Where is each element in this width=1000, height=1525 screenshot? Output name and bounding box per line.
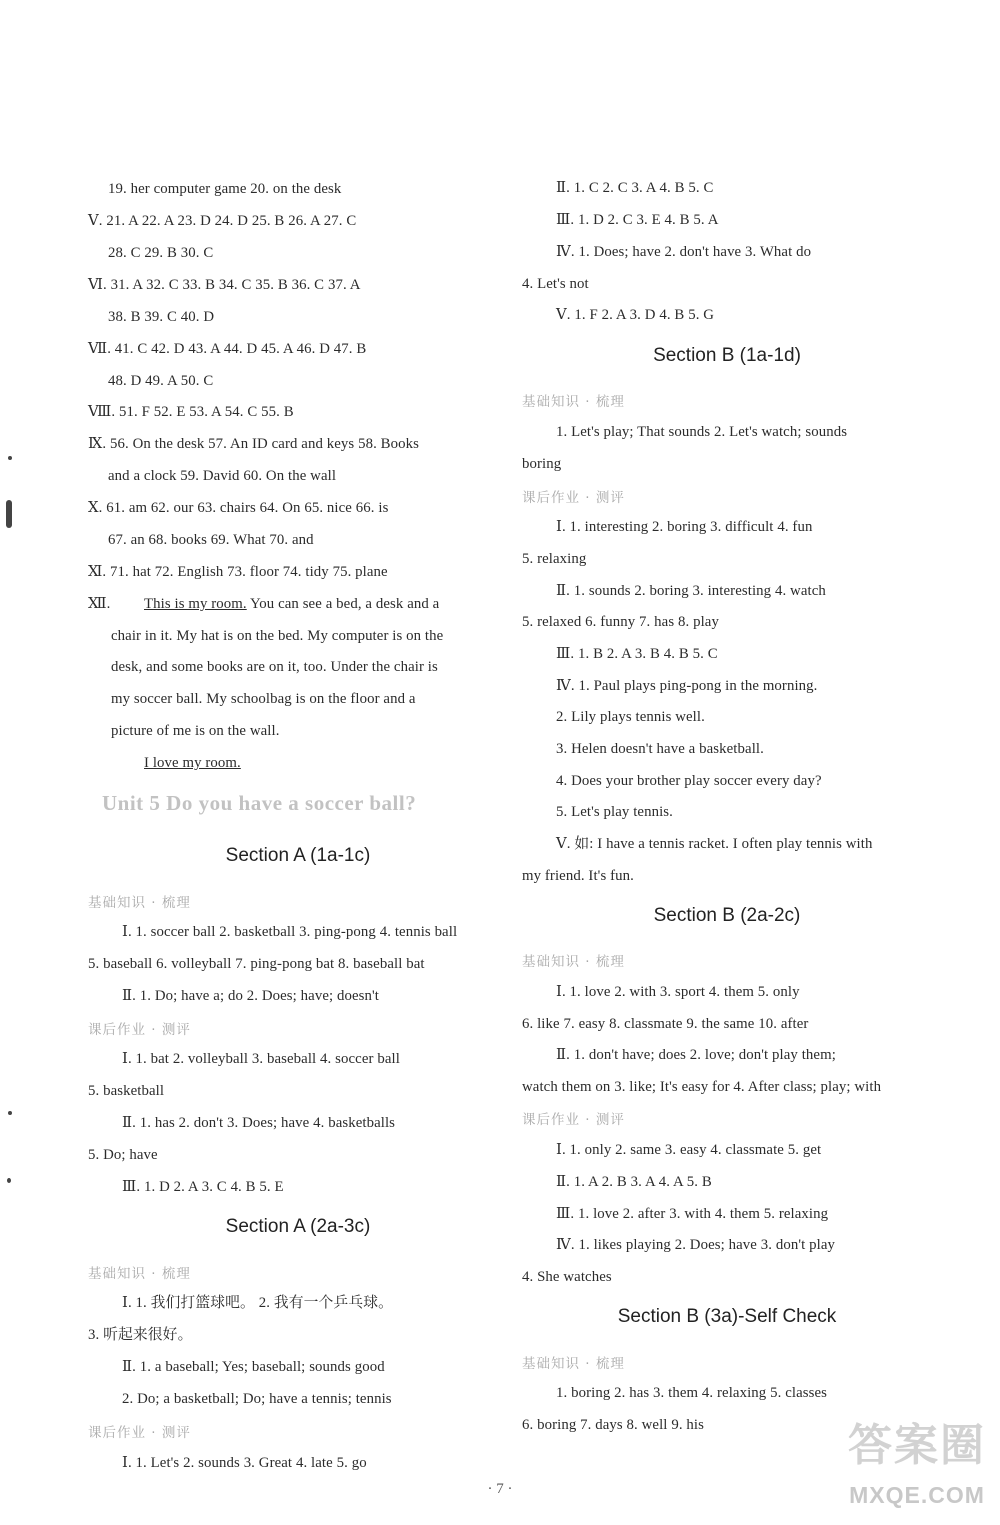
answer-line: Ⅱ. 1. Do; have a; do 2. Does; have; doesn't	[122, 988, 380, 1004]
answer-line: 3. Helen doesn't have a basketball.	[556, 741, 764, 757]
answer-line: Ⅰ. 1. bat 2. volleyball 3. baseball 4. soccer ball	[122, 1051, 400, 1067]
answer-line: 4. Does your brother play soccer every day?	[556, 773, 822, 789]
tag-basic-knowledge: 基础知识 · 梳理	[88, 1266, 191, 1282]
answer-line: Ⅱ. 1. C 2. C 3. A 4. B 5. C	[556, 180, 714, 196]
answer-line: Ⅴ. 1. F 2. A 3. D 4. B 5. G	[556, 307, 715, 323]
answer-line: 5. Let's play tennis.	[556, 804, 673, 820]
answer-line: 5. relaxing	[522, 551, 587, 567]
answer-line: 2. Lily plays tennis well.	[556, 709, 705, 725]
answer-line: 1. boring 2. has 3. them 4. relaxing 5. classes	[556, 1385, 827, 1401]
answer-line: Ⅰ. 1. soccer ball 2. basketball 3. ping-pong 4. tennis ball	[122, 924, 458, 940]
tag-basic-knowledge: 基础知识 · 梳理	[522, 394, 625, 410]
answer-line: Ⅱ. 1. a baseball; Yes; baseball; sounds good	[122, 1359, 385, 1375]
answer-line: 5. baseball 6. volleyball 7. ping-pong bat 8. baseball bat	[88, 956, 425, 972]
tag-basic-knowledge: 基础知识 · 梳理	[522, 954, 625, 970]
essay-line: desk, and some books are on it, too. Under the chair is	[111, 659, 438, 675]
answer-line: Ⅱ. 1. has 2. don't 3. Does; have 4. basketballs	[122, 1115, 396, 1131]
answer-line: 67. an 68. books 69. What 70. and	[108, 532, 314, 548]
answer-line: 38. B 39. C 40. D	[108, 309, 215, 325]
answer-line: Ⅴ. 如: I have a tennis racket. I often play tennis with	[556, 836, 873, 852]
answer-line: my friend. It's fun.	[522, 868, 634, 884]
tag-basic-knowledge: 基础知识 · 梳理	[522, 1356, 625, 1372]
answer-line: Ⅸ. 56. On the desk 57. An ID card and keys 58. Books	[88, 436, 419, 452]
answer-line: Ⅱ. 1. A 2. B 3. A 4. A 5. B	[556, 1174, 712, 1190]
answer-line: 5. Do; have	[88, 1147, 158, 1163]
answer-line: Ⅰ. 1. only 2. same 3. easy 4. classmate 5. get	[556, 1142, 822, 1158]
answer-line: Ⅱ. 1. sounds 2. boring 3. interesting 4. watch	[556, 583, 826, 599]
answer-line: Ⅰ. 1. love 2. with 3. sport 4. them 5. only	[556, 984, 800, 1000]
essay-line: chair in it. My hat is on the bed. My computer is on the	[111, 628, 444, 644]
answer-line: 6. boring 7. days 8. well 9. his	[522, 1417, 704, 1433]
answer-line: Ⅹ. 61. am 62. our 63. chairs 64. On 65. nice 66. is	[88, 500, 389, 516]
watermark	[842, 1410, 992, 1520]
answer-line: 3. 听起来很好。	[88, 1327, 193, 1343]
answer-line: Ⅳ. 1. Paul plays ping-pong in the morning.	[556, 678, 818, 694]
answer-line: boring	[522, 456, 562, 472]
answer-line: 2. Do; a basketball; Do; have a tennis; tennis	[122, 1391, 392, 1407]
page-number: · 7 ·	[487, 1481, 513, 1497]
section-heading: Section B (2a-2c)	[653, 905, 801, 926]
section-heading: Section B (1a-1d)	[653, 345, 801, 366]
tag-basic-knowledge: 基础知识 · 梳理	[88, 895, 191, 911]
answer-line: 4. Let's not	[522, 276, 589, 292]
tag-homework: 课后作业 · 测评	[522, 1112, 625, 1128]
answer-line: Ⅷ. 51. F 52. E 53. A 54. C 55. B	[88, 404, 294, 420]
tag-homework: 课后作业 · 测评	[88, 1425, 191, 1441]
answer-line: 1. Let's play; That sounds 2. Let's watch; sounds	[556, 424, 848, 440]
section-heading: Section B (3a)-Self Check	[617, 1306, 837, 1327]
section-heading: Section A (2a-3c)	[225, 1216, 371, 1237]
answer-line: Ⅳ. 1. Does; have 2. don't have 3. What do	[556, 244, 812, 260]
answer-line: Ⅲ. 1. B 2. A 3. B 4. B 5. C	[556, 646, 718, 662]
essay-line: my soccer ball. My schoolbag is on the floor and a	[111, 691, 416, 707]
scan-speck	[6, 500, 12, 528]
unit-title: Unit 5 Do you have a soccer ball?	[102, 791, 417, 815]
essay-line: picture of me is on the wall.	[111, 723, 280, 739]
scan-speck	[8, 456, 12, 460]
answer-line: Ⅺ. 71. hat 72. English 73. floor 74. tidy 75. plane	[88, 564, 388, 580]
essay-label: Ⅻ.	[88, 596, 111, 612]
tag-homework: 课后作业 · 测评	[522, 490, 625, 506]
answer-line: 19. her computer game 20. on the desk	[108, 181, 342, 197]
essay-closing: I love my room.	[144, 755, 241, 771]
answer-line: 6. like 7. easy 8. classmate 9. the same 10. after	[522, 1016, 809, 1032]
answer-line: Ⅱ. 1. don't have; does 2. love; don't play them;	[556, 1047, 836, 1063]
answer-line: Ⅲ. 1. D 2. A 3. C 4. B 5. E	[122, 1179, 284, 1195]
answer-line: Ⅳ. 1. likes playing 2. Does; have 3. don't play	[556, 1237, 835, 1253]
watermark-logo: 答案圈	[848, 1420, 986, 1471]
answer-line: 48. D 49. A 50. C	[108, 373, 214, 389]
answer-line: Ⅲ. 1. D 2. C 3. E 4. B 5. A	[556, 212, 719, 228]
answer-line: Ⅵ. 31. A 32. C 33. B 34. C 35. B 36. C 37. A	[88, 277, 361, 293]
section-heading: Section A (1a-1c)	[225, 845, 371, 866]
answer-line: and a clock 59. David 60. On the wall	[108, 468, 337, 484]
answer-line: 28. C 29. B 30. C	[108, 245, 214, 261]
answer-line: Ⅰ. 1. Let's 2. sounds 3. Great 4. late 5. go	[122, 1455, 367, 1471]
answer-line: Ⅶ. 41. C 42. D 43. A 44. D 45. A 46. D 47. B	[88, 341, 367, 357]
watermark-site: MXQE.COM	[849, 1482, 985, 1508]
essay-opening: This is my room.	[144, 596, 247, 612]
answer-line: Ⅴ. 21. A 22. A 23. D 24. D 25. B 26. A 27. C	[88, 213, 357, 229]
answer-line: Ⅰ. 1. interesting 2. boring 3. difficult 4. fun	[556, 519, 813, 535]
scan-speck	[7, 1178, 11, 1183]
tag-homework: 课后作业 · 测评	[88, 1022, 191, 1038]
essay-line	[144, 594, 439, 614]
answer-line: watch them on 3. like; It's easy for 4. After class; play; with	[522, 1079, 882, 1095]
answer-line: 4. She watches	[522, 1269, 612, 1285]
essay-line-rest: You can see a bed, a desk and a	[246, 596, 440, 612]
answer-line: 5. basketball	[88, 1083, 165, 1099]
answer-line: 5. relaxed 6. funny 7. has 8. play	[522, 614, 719, 630]
answer-line: Ⅰ. 1. 我们打篮球吧。 2. 我有一个乒乓球。	[122, 1295, 393, 1311]
answer-line: Ⅲ. 1. love 2. after 3. with 4. them 5. relaxing	[556, 1206, 829, 1222]
scan-speck	[8, 1111, 12, 1115]
